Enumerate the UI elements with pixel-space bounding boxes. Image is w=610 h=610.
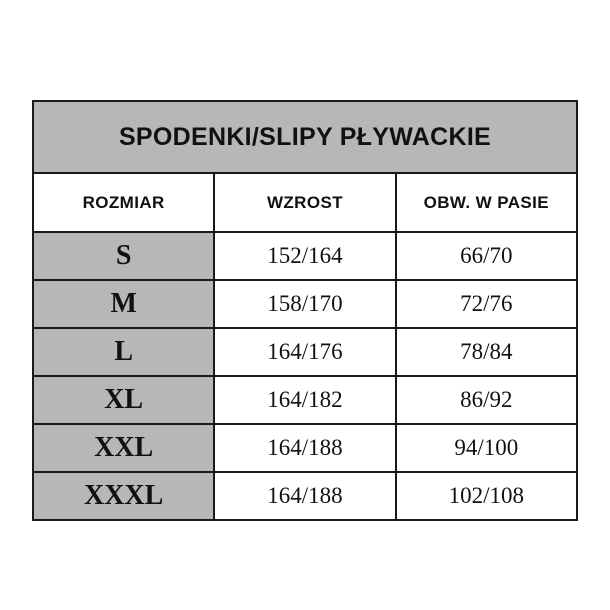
- table-row: [33, 376, 577, 424]
- cell-size: XXXL: [33, 472, 214, 520]
- cell-height: 164/188: [214, 472, 395, 520]
- cell-size: L: [33, 328, 214, 376]
- cell-waist: 72/76: [396, 280, 577, 328]
- cell-size: M: [33, 280, 214, 328]
- column-header-waist: OBW. W PASIE: [396, 173, 577, 232]
- page-title: SPODENKI/SLIPY PŁYWACKIE: [33, 101, 577, 173]
- table-row: [33, 280, 577, 328]
- column-header-height: WZROST: [214, 173, 395, 232]
- table-header-row: [33, 173, 577, 232]
- cell-waist: 86/92: [396, 376, 577, 424]
- cell-waist: 78/84: [396, 328, 577, 376]
- table-row: [33, 424, 577, 472]
- cell-height: 164/176: [214, 328, 395, 376]
- cell-height: 164/188: [214, 424, 395, 472]
- table-title-row: [33, 101, 577, 173]
- table-row: [33, 328, 577, 376]
- cell-height: 158/170: [214, 280, 395, 328]
- cell-size: S: [33, 232, 214, 280]
- table-row: [33, 232, 577, 280]
- cell-waist: 94/100: [396, 424, 577, 472]
- cell-waist: 66/70: [396, 232, 577, 280]
- cell-size: XXL: [33, 424, 214, 472]
- cell-height: 164/182: [214, 376, 395, 424]
- size-chart-container: [32, 100, 578, 521]
- cell-height: 152/164: [214, 232, 395, 280]
- cell-size: XL: [33, 376, 214, 424]
- cell-waist: 102/108: [396, 472, 577, 520]
- table-row: [33, 472, 577, 520]
- column-header-size: ROZMIAR: [33, 173, 214, 232]
- size-chart-table: [32, 100, 578, 521]
